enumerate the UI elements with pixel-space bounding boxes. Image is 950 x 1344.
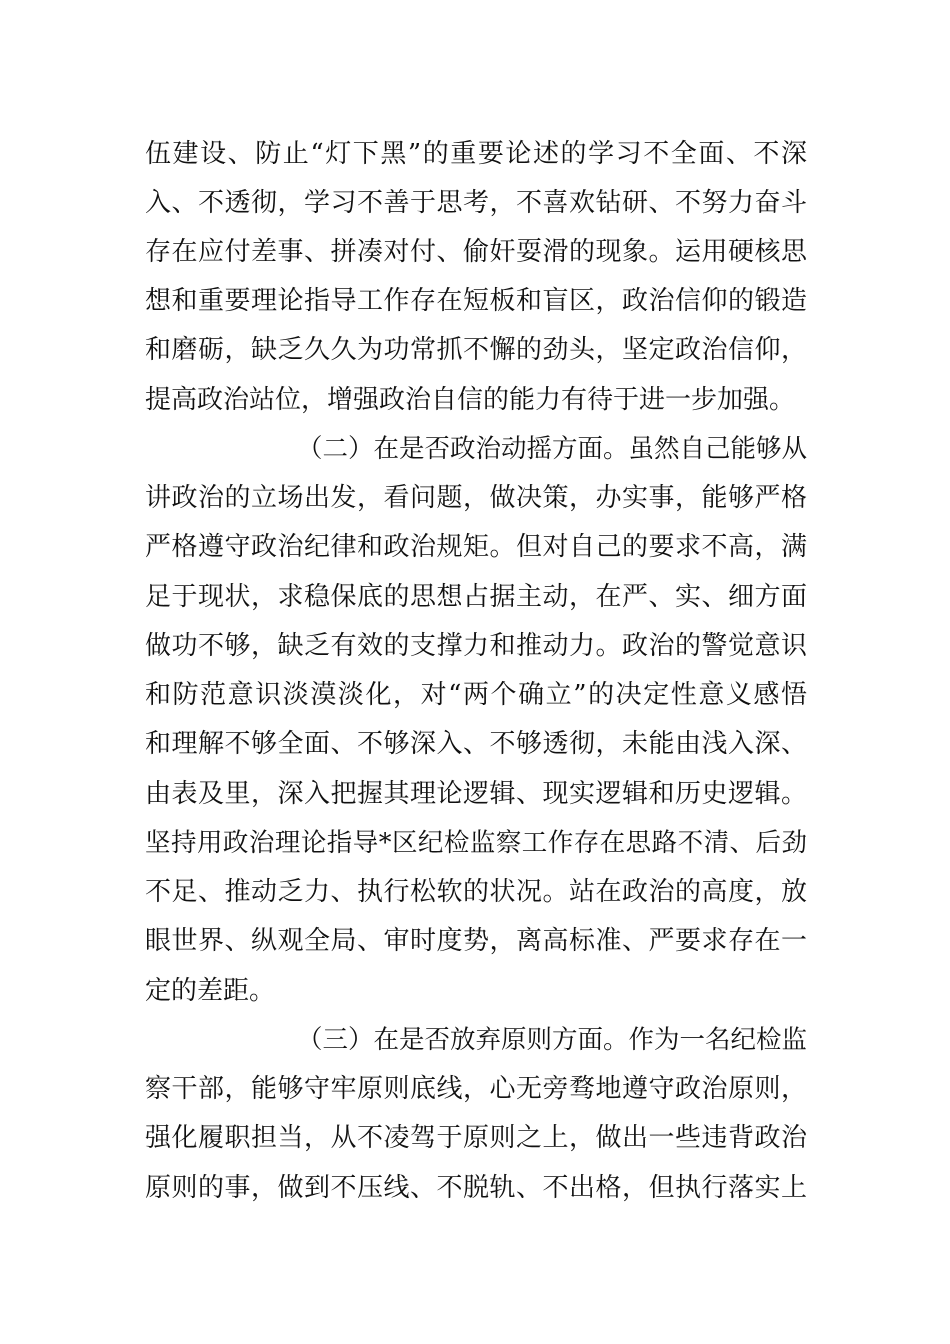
text-line-16: 不足、推动乏力、执行松软的状况。站在政治的高度，放 [145,877,807,907]
text-line-12: 和防范意识淡漠淡化，对“两个确立”的决定性意义感悟 [145,680,807,710]
text-line-15: 坚持用政治理论指导*区纪检监察工作存在思路不清、后劲 [145,828,807,858]
text-line-1: 伍建设、防止“灯下黑”的重要论述的学习不全面、不深 [145,139,807,169]
section-heading-2: （二）在是否政治动摇方面。虽然自己能够从 [297,434,808,464]
section-heading-3: （三）在是否放弃原则方面。作为一名纪检监 [297,1025,808,1055]
text-line-22: 原则的事，做到不压线、不脱轨、不出格，但执行落实上 [145,1173,807,1203]
text-line-17: 眼世界、纵观全局、审时度势，离高标准、严要求存在一 [145,926,807,956]
text-line-2: 入、不透彻，学习不善于思考，不喜欢钻研、不努力奋斗 [145,188,807,218]
text-line-18: 定的差距。 [145,976,276,1006]
text-line-3: 存在应付差事、拼凑对付、偷奸耍滑的现象。运用硬核思 [145,237,807,267]
text-line-14: 由表及里，深入把握其理论逻辑、现实逻辑和历史逻辑。 [145,779,807,809]
text-line-8: 讲政治的立场出发，看问题，做决策，办实事，能够严格 [145,483,807,513]
text-line-20: 察干部，能够守牢原则底线，心无旁骛地遵守政治原则， [145,1074,807,1104]
text-line-11: 做功不够，缺乏有效的支撑力和推动力。政治的警觉意识 [145,631,807,661]
text-line-13: 和理解不够全面、不够深入、不够透彻，未能由浅入深、 [145,729,807,759]
text-line-6: 提高政治站位，增强政治自信的能力有待于进一步加强。 [145,385,796,415]
text-line-21: 强化履职担当，从不凌驾于原则之上，做出一些违背政治 [145,1123,807,1153]
text-line-10: 足于现状，求稳保底的思想占据主动，在严、实、细方面 [145,582,807,612]
text-line-4: 想和重要理论指导工作存在短板和盲区，政治信仰的锻造 [145,286,807,316]
text-line-5: 和磨砺，缺乏久久为功常抓不懈的劲头，坚定政治信仰， [145,335,807,365]
text-line-9: 严格遵守政治纪律和政治规矩。但对自己的要求不高，满 [145,532,807,562]
